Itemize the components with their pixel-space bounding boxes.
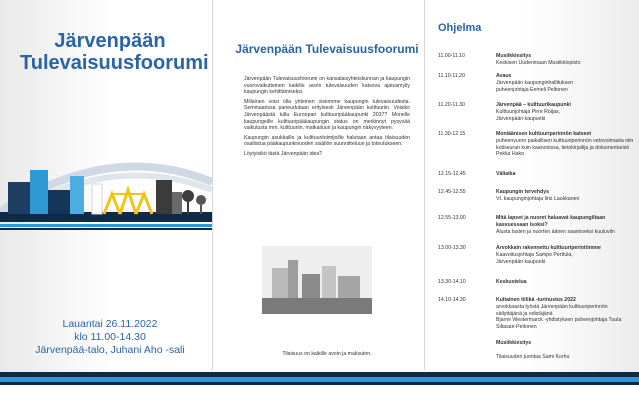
intro-paragraph: Löytyisikö tästä Järvenpään idea?	[244, 150, 323, 157]
intro-footer: Tilaisuus on kaikille avoin ja maksuton.	[282, 351, 372, 357]
program-desc: Järvenpään kaupunki	[496, 258, 546, 265]
program-title: Järvenpää – kulttuurikaupunki	[496, 102, 571, 108]
program-time: 11.30-12.15	[438, 131, 466, 137]
program-desc: Kaavoitusjohtaja Sampo Perttula,	[496, 252, 573, 258]
program-heading: Ohjelma	[438, 22, 482, 34]
cover-title-line1: Järvenpään	[54, 30, 166, 52]
event-time: klo 11.00-14.30	[74, 331, 146, 343]
program-desc: puheenjohtaja Eemeli Peltonen	[496, 86, 568, 93]
program-title: Arvokkain rakennettu kulttuuriperintömme	[496, 245, 601, 251]
program-title: Moniäänisen kulttuuriperinnön katseet	[496, 131, 592, 137]
city-photo	[262, 246, 372, 314]
skyline-illustration	[0, 120, 212, 260]
program-time: 13.30-14.10	[438, 279, 466, 285]
program-desc: puheenvuoro paikallisen kulttuuriperinnön vetovoimasta niin kotiseuran kuin kaanonissa, tietokirjailija ja dokumentaristi Pekka Hako	[496, 138, 634, 157]
program-desc: arvokkaasta työstä Järvenpään kulttuuriperinnön säilyttäjänä ja edistäjänä	[496, 304, 608, 317]
program-desc: Tilaisuuden juontaa Sami Korhu	[496, 353, 570, 360]
program-time: 14.10-14.30	[438, 297, 466, 303]
intro-paragraph: Järvenpään Tulevaisuusfoorumi on kansalaisyhteiskunnan ja kaupungin vuorovaikutteinen kaikille avoin tulevaisuuden katsova ajatusmylly kaupungin kehittämiseksi.	[244, 76, 410, 96]
program-desc: Bjarne Westermarck -yhdistyksen puheenjohtaja Tuula Siltasari-Peltonen	[496, 317, 622, 330]
program-desc: Järvenpään kaupunginhallituksen	[496, 80, 574, 86]
program-time: 11.10-11.20	[438, 73, 465, 79]
program-time: 13.00-13.30	[438, 245, 466, 251]
program-desc: Kulttuurijohtaja Pirre Roijas,	[496, 109, 561, 115]
program-title: Avaus	[496, 73, 512, 79]
program-desc: Järvenpään kaupunki	[496, 115, 546, 122]
program-title: Mitä lapset ja nuoret haluavat kaupungiltaan kasvuessaan isoksi?	[496, 215, 606, 228]
fold-line	[424, 0, 425, 370]
program-desc: Keskisen Uudenmaan Musiikkiopisto	[496, 60, 581, 66]
program-time: 12.15-12.45	[438, 171, 466, 177]
bottom-margin	[0, 385, 639, 408]
program-time: 11.20-11.30	[438, 102, 465, 108]
intro-text	[244, 76, 410, 161]
program-time: 12.45-12.55	[438, 189, 466, 195]
program-title: Kaupungin tervehdys	[496, 189, 550, 195]
cover-title	[20, 30, 209, 74]
program-title: Kultainen tiilikä -turinustus 2022	[496, 297, 576, 303]
program-title: Keskustelua	[496, 279, 527, 285]
program-desc: Vt. kaupunginjohtaja Iiris Laukkanen	[496, 196, 580, 202]
cover-title-line2: Tulevaisuusfoorumi	[20, 52, 209, 74]
intro-paragraph: Kaupungin asukkaille ja kulttuuritoimijoille halutaan antaa tilaisuuden osallistua pääkaupunkivuoden sisällön suunnitteluun ja toteutukseen.	[244, 134, 410, 148]
event-date: Lauantai 26.11.2022	[62, 318, 158, 330]
program-time: 11.00-11.10	[438, 53, 465, 59]
program-time: 12.55-13.00	[438, 215, 466, 221]
event-place: Järvenpää-talo, Juhani Aho -sali	[35, 344, 185, 356]
fold-line	[212, 0, 213, 370]
program-title: Musiikkiesitys	[496, 340, 532, 346]
program-title: Väliaika	[496, 171, 516, 177]
intro-paragraph: Millainen voisi olla yhteinen visiomme kaupungin tulevaisuudesta. Seminaarissa paneudutaan erityisesti Järvenpään kulttuuriin. Voisiko Järvenpäästä tulla Euroopan kulttuuripääkaupunki 2037? Monelle kaupungeille kulttuuripääkaupungin status on merkinnyt pysyvää vaikutusta mm. kulttuuriin, matkailuun ja kaupungin näkyvyyteen.	[244, 98, 410, 132]
event-info	[20, 318, 200, 357]
intro-title: Järvenpään Tulevaisuusfoorumi	[235, 42, 419, 56]
program-title: Musiikkiesitys	[496, 53, 532, 59]
program-desc: Alusta lasten ja nuorten äänen saamiseksi kuuluviin	[496, 228, 615, 235]
